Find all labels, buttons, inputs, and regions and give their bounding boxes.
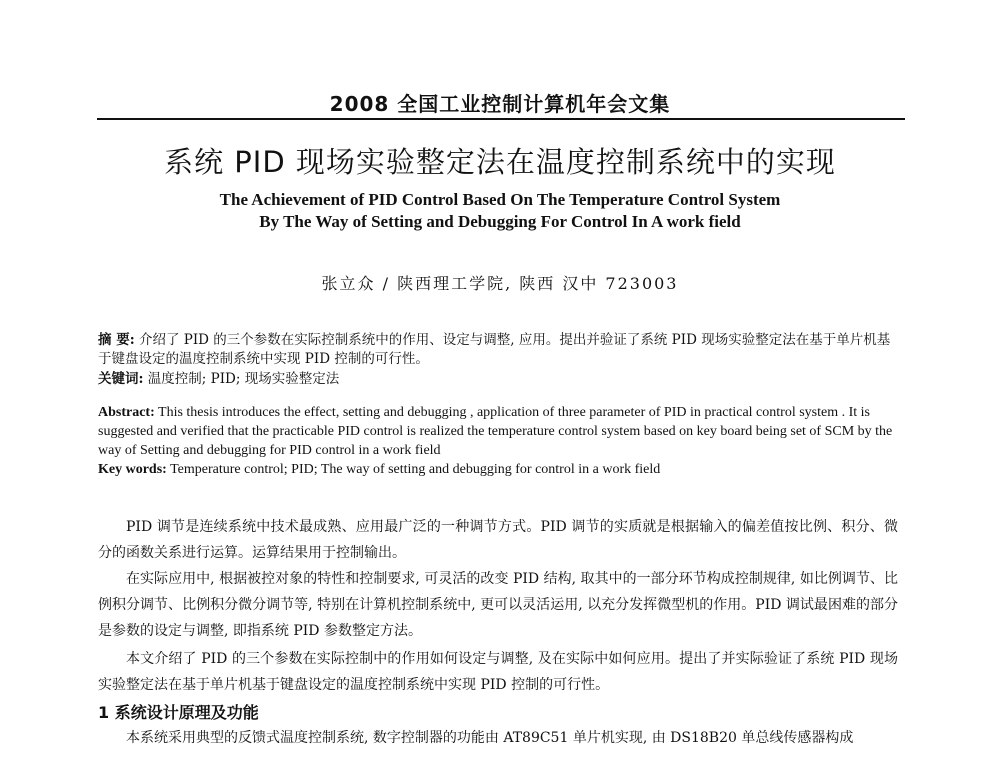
body-paragraph: PID 调节是连续系统中技术最成熟、应用最广泛的一种调节方式。PID 调节的实质就是根据输入的偏差值按比例、积分、微分的函数关系进行运算。运算结果用于控制输出。	[98, 519, 898, 561]
keywords-english-text: Temperature control; PID; The way of setting and debugging for control in a work field	[166, 462, 661, 477]
keywords-english	[98, 460, 893, 479]
header-divider	[97, 118, 905, 120]
body-paragraph: 在实际应用中, 根据被控对象的特性和控制要求, 可灵活的改变 PID 结构, 取其中的一部分环节构成控制规律, 如比例调节、比例积分调节、比例积分微分调节等, 特别在计算机控制系统中, 更可以灵活运用, 以充分发挥微型机的作用。PID 调试最困难的部分是参数的设定与调整, 即指系统 PID 参数整定方法。	[98, 571, 898, 639]
keywords-english-label: Key words:	[98, 462, 167, 477]
abstract-chinese	[98, 331, 893, 369]
abstract-english-label: Abstract:	[98, 405, 155, 420]
proceedings-header: 2008 全国工业控制计算机年会文集	[329, 92, 671, 116]
paper-title-chinese: 系统 PID 现场实验整定法在温度控制系统中的实现	[164, 145, 836, 179]
author-affiliation: 张立众 / 陕西理工学院, 陕西 汉中 723003	[321, 274, 679, 293]
abstract-english	[98, 403, 893, 460]
paper-title-english-line2: By The Way of Setting and Debugging For Control In A work field	[259, 212, 741, 231]
body-paragraph: 本系统采用典型的反馈式温度控制系统, 数字控制器的功能由 AT89C51 单片机实现, 由 DS18B20 单总线传感器构成	[126, 730, 854, 746]
abstract-chinese-text: 介绍了 PID 的三个参数在实际控制系统中的作用、设定与调整, 应用。提出并验证了系统 PID 现场实验整定法在基于单片机基于键盘设定的温度控制系统中实现 PID 控制的可行性。	[98, 332, 891, 367]
section-heading: 1 系统设计原理及功能	[98, 703, 259, 722]
paper-title-english-line1: The Achievement of PID Control Based On The Temperature Control System	[219, 190, 781, 209]
abstract-chinese-label: 摘 要:	[98, 332, 135, 348]
keywords-chinese-label: 关键词:	[98, 371, 144, 387]
keywords-chinese	[98, 370, 893, 389]
keywords-chinese-text: 温度控制; PID; 现场实验整定法	[143, 371, 340, 387]
body-paragraph: 本文介绍了 PID 的三个参数在实际控制中的作用如何设定与调整, 及在实际中如何应用。提出了并实际验证了系统 PID 现场实验整定法在基于单片机基于键盘设定的温度控制系统中实现 PID 控制的可行性。	[98, 651, 898, 693]
abstract-english-text: This thesis introduces the effect, setting and debugging , application of three parameter of PID in practical control system . It is suggested and verified that the practicable PID control is realized the temperature control system based on key board being set of SCM by the way of Setting and debugging for PID control in a work field	[98, 405, 893, 458]
